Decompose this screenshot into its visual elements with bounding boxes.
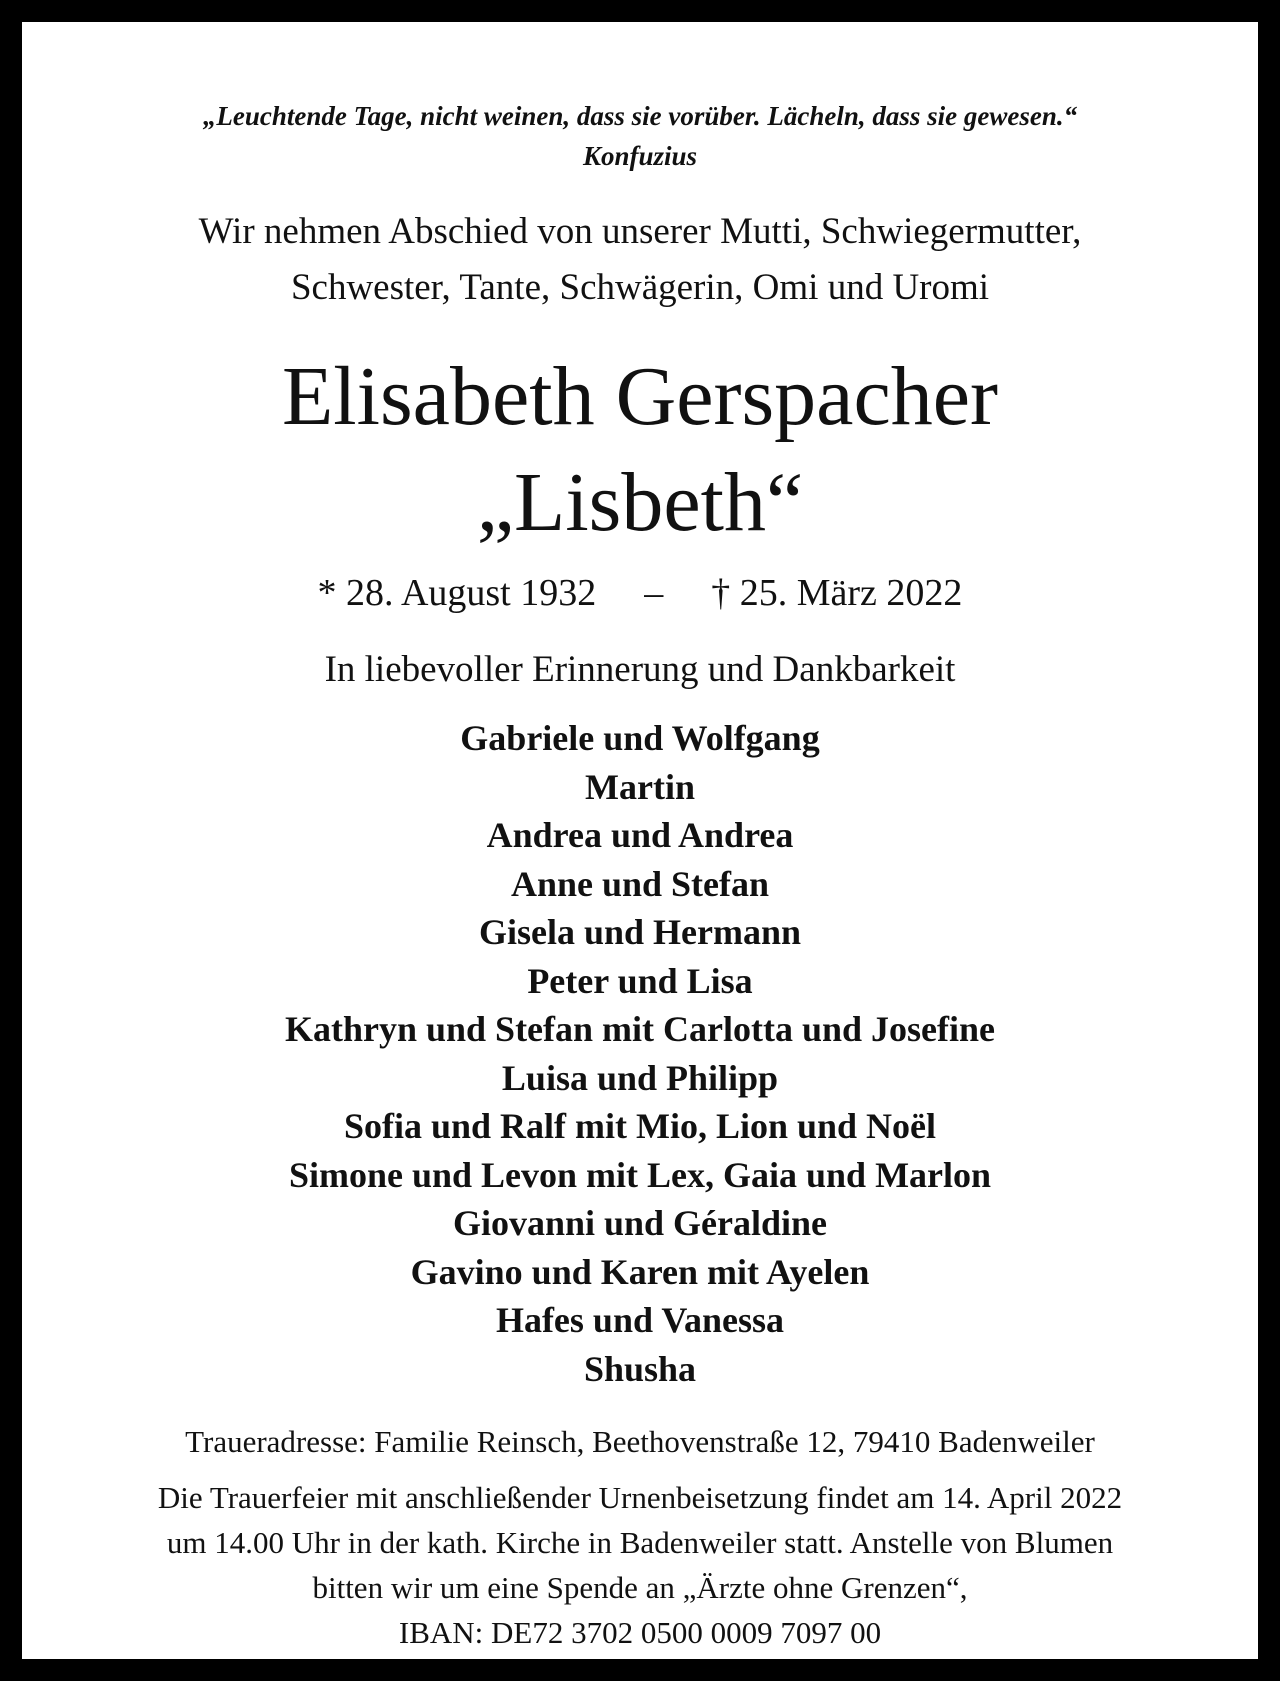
list-item: Hafes und Vanessa — [495, 1300, 785, 1340]
mourners-list — [44, 714, 1236, 1393]
list-item: Sofia und Ralf mit Mio, Lion und Noël — [343, 1106, 937, 1146]
list-item: Gabriele und Wolfgang — [460, 718, 820, 758]
iban-line: IBAN: DE72 3702 0500 0009 7097 00 — [398, 1615, 882, 1650]
ceremony-line-3: bitten wir um eine Spende an „Ärzte ohne Grenzen“, — [312, 1570, 968, 1605]
deceased-nickname: „Lisbeth“ — [476, 456, 804, 549]
list-item: Gisela und Hermann — [478, 912, 802, 952]
list-item: Andrea und Andrea — [486, 815, 794, 855]
ceremony-info — [44, 1475, 1236, 1655]
intro-line-1: Wir nehmen Abschied von unserer Mutti, Schwiegermutter, — [198, 211, 1082, 252]
memory-line: In liebevoller Erinnerung und Dankbarkeit — [324, 649, 956, 690]
quote-author: Konfuzius — [582, 141, 698, 171]
death-date: † 25. März 2022 — [711, 572, 963, 614]
ceremony-line-1: Die Trauerfeier mit anschließender Urnenbeisetzung findet am 14. April 2022 — [157, 1480, 1123, 1515]
list-item: Anne und Stefan — [510, 863, 770, 904]
date-separator: – — [644, 572, 664, 614]
list-item: Luisa und Philipp — [501, 1057, 779, 1098]
deceased-name-block — [44, 344, 1236, 556]
life-dates — [44, 568, 1236, 618]
deceased-name: Elisabeth Gerspacher — [281, 350, 998, 443]
list-item: Simone und Levon mit Lex, Gaia und Marlon — [288, 1154, 992, 1195]
list-item: Gavino und Karen mit Ayelen — [410, 1251, 870, 1292]
quote-text: „Leuchtende Tage, nicht weinen, dass sie vorüber. Lächeln, dass sie gewesen.“ — [202, 101, 1078, 131]
list-item: Martin — [585, 766, 695, 807]
obituary-content — [44, 44, 1236, 1650]
list-item: Peter und Lisa — [527, 960, 753, 1001]
list-item: Giovanni und Géraldine — [452, 1203, 828, 1243]
mourning-address: Traueradresse: Familie Reinsch, Beethovenstraße 12, 79410 Badenweiler — [185, 1424, 1095, 1459]
list-item: Shusha — [583, 1348, 697, 1389]
intro-block — [44, 204, 1236, 316]
birth-date: * 28. August 1932 — [317, 572, 597, 614]
ceremony-line-2: um 14.00 Uhr in der kath. Kirche in Badenweiler statt. Anstelle von Blumen — [166, 1525, 1114, 1560]
list-item: Kathryn und Stefan mit Carlotta und Josefine — [284, 1009, 996, 1049]
intro-line-2: Schwester, Tante, Schwägerin, Omi und Uromi — [290, 267, 990, 308]
quote-block — [44, 96, 1236, 176]
